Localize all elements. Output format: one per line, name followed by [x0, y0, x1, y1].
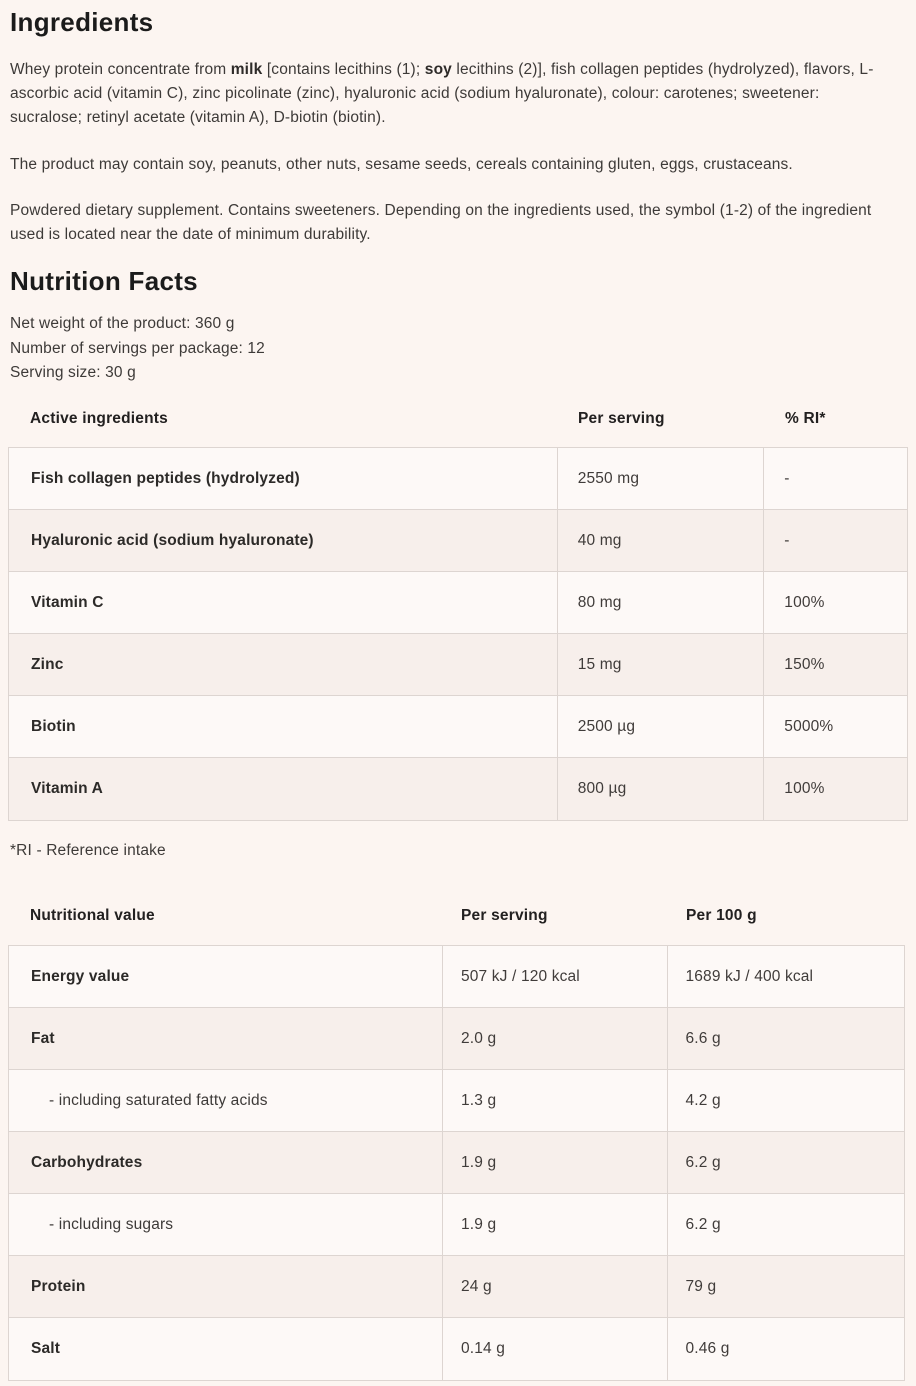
per-100g-cell: 1689 kJ / 400 kcal: [685, 967, 814, 985]
column-header: Nutritional value: [30, 907, 155, 925]
package-info-line: Net weight of the product: 360 g: [10, 315, 235, 332]
table-row: [9, 696, 907, 758]
nutritional-value-table-header: [8, 901, 908, 931]
package-info: [8, 312, 908, 386]
nutrient-name-cell: - including sugars: [9, 1194, 443, 1255]
nutrition-facts-title: Nutrition Facts: [10, 266, 198, 296]
ingredient-name-cell: Vitamin C: [9, 572, 558, 633]
table-row: [9, 1256, 904, 1318]
per-serving-cell: 507 kJ / 120 kcal: [443, 946, 668, 1007]
package-info-line: Number of servings per package: 12: [10, 339, 265, 357]
table-row: [9, 1132, 904, 1194]
active-ingredients-table-header: [8, 404, 908, 434]
per-serving-cell: 80 mg: [558, 572, 765, 633]
reference-intake-cell: 100%: [784, 593, 825, 611]
per-serving-cell: 2550 mg: [558, 448, 765, 509]
ingredient-text-segment: lecithins (2)], fish collagen peptides (hydrolyzed), flavors, L-ascorbic acid (vitamin C), zinc picolinate (zinc), hyaluronic acid (sodium hyaluronate), colour: carotenes; sweetener: sucralose; retinyl acetate (vitamin A), D-biotin (biotin).: [10, 61, 874, 126]
column-header: % RI*: [785, 410, 826, 428]
per-serving-cell: 1.9 g: [443, 1132, 668, 1193]
active-ingredients-table: [8, 447, 908, 821]
ingredient-text-segment: soy: [424, 61, 452, 78]
nutrient-name-cell: Salt: [9, 1318, 443, 1380]
table-row: [9, 1318, 904, 1380]
table-row: [9, 510, 907, 572]
table-row: [9, 634, 907, 696]
per-serving-cell: 24 g: [443, 1256, 668, 1317]
nutrient-name-cell: - including saturated fatty acids: [9, 1070, 443, 1131]
table-row: [9, 1008, 904, 1070]
package-info-line: Serving size: 30 g: [10, 364, 136, 382]
nutrient-name-cell: Fat: [9, 1008, 443, 1069]
ingredient-text-segment: Whey protein concentrate from: [10, 61, 231, 78]
reference-intake-cell: 100%: [784, 780, 825, 798]
per-100g-cell: 79 g: [685, 1277, 717, 1295]
reference-intake-cell: -: [784, 469, 790, 487]
column-header: Per 100 g: [686, 907, 757, 925]
reference-intake-cell: 5000%: [784, 717, 834, 735]
allergen-warning-paragraph: The product may contain soy, peanuts, other nuts, sesame seeds, cereals containing gluten, eggs, crustaceans.: [10, 156, 793, 173]
nutrient-name-cell: Carbohydrates: [9, 1132, 443, 1193]
ingredient-text-segment: [contains lecithins (1);: [262, 61, 425, 78]
per-100g-cell: 6.2 g: [685, 1153, 721, 1171]
per-serving-cell: 800 µg: [558, 758, 765, 820]
per-serving-cell: 2500 µg: [558, 696, 765, 757]
per-serving-cell: 1.9 g: [443, 1194, 668, 1255]
per-serving-cell: 0.14 g: [443, 1318, 668, 1380]
table-row: [9, 758, 907, 820]
nutrient-name-cell: Protein: [9, 1256, 443, 1317]
per-100g-cell: 6.6 g: [685, 1029, 721, 1047]
per-100g-cell: 4.2 g: [685, 1091, 721, 1109]
table-row: [9, 1070, 904, 1132]
per-serving-cell: 40 mg: [558, 510, 765, 571]
ingredients-title: Ingredients: [10, 7, 154, 37]
ingredient-name-cell: Fish collagen peptides (hydrolyzed): [9, 448, 558, 509]
column-header: Per serving: [461, 907, 548, 925]
per-100g-cell: 6.2 g: [685, 1215, 721, 1233]
per-serving-cell: 1.3 g: [443, 1070, 668, 1131]
nutrient-name-cell: Energy value: [9, 946, 443, 1007]
ingredient-name-cell: Biotin: [9, 696, 558, 757]
table-row: [9, 572, 907, 634]
reference-intake-footnote: *RI - Reference intake: [10, 842, 166, 860]
nutritional-value-table: [8, 945, 905, 1381]
column-header: Active ingredients: [30, 410, 168, 428]
table-row: [9, 946, 904, 1008]
per-serving-cell: 2.0 g: [443, 1008, 668, 1069]
reference-intake-cell: 150%: [784, 655, 825, 673]
per-serving-cell: 15 mg: [558, 634, 765, 695]
ingredient-text-segment: milk: [230, 61, 263, 78]
ingredient-name-cell: Zinc: [9, 634, 558, 695]
reference-intake-cell: -: [784, 531, 790, 549]
column-header: Per serving: [578, 410, 665, 428]
table-row: [9, 448, 907, 510]
ingredient-name-cell: Hyaluronic acid (sodium hyaluronate): [9, 510, 558, 571]
per-100g-cell: 0.46 g: [685, 1340, 730, 1358]
supplement-note-paragraph: Powdered dietary supplement. Contains sweeteners. Depending on the ingredients used, the symbol (1-2) of the ingredient used is located near the date of minimum durability.: [10, 202, 872, 243]
ingredients-composition-paragraph: [8, 58, 892, 130]
table-row: [9, 1194, 904, 1256]
ingredient-name-cell: Vitamin A: [9, 758, 558, 820]
product-details-section: [0, 6, 916, 1381]
